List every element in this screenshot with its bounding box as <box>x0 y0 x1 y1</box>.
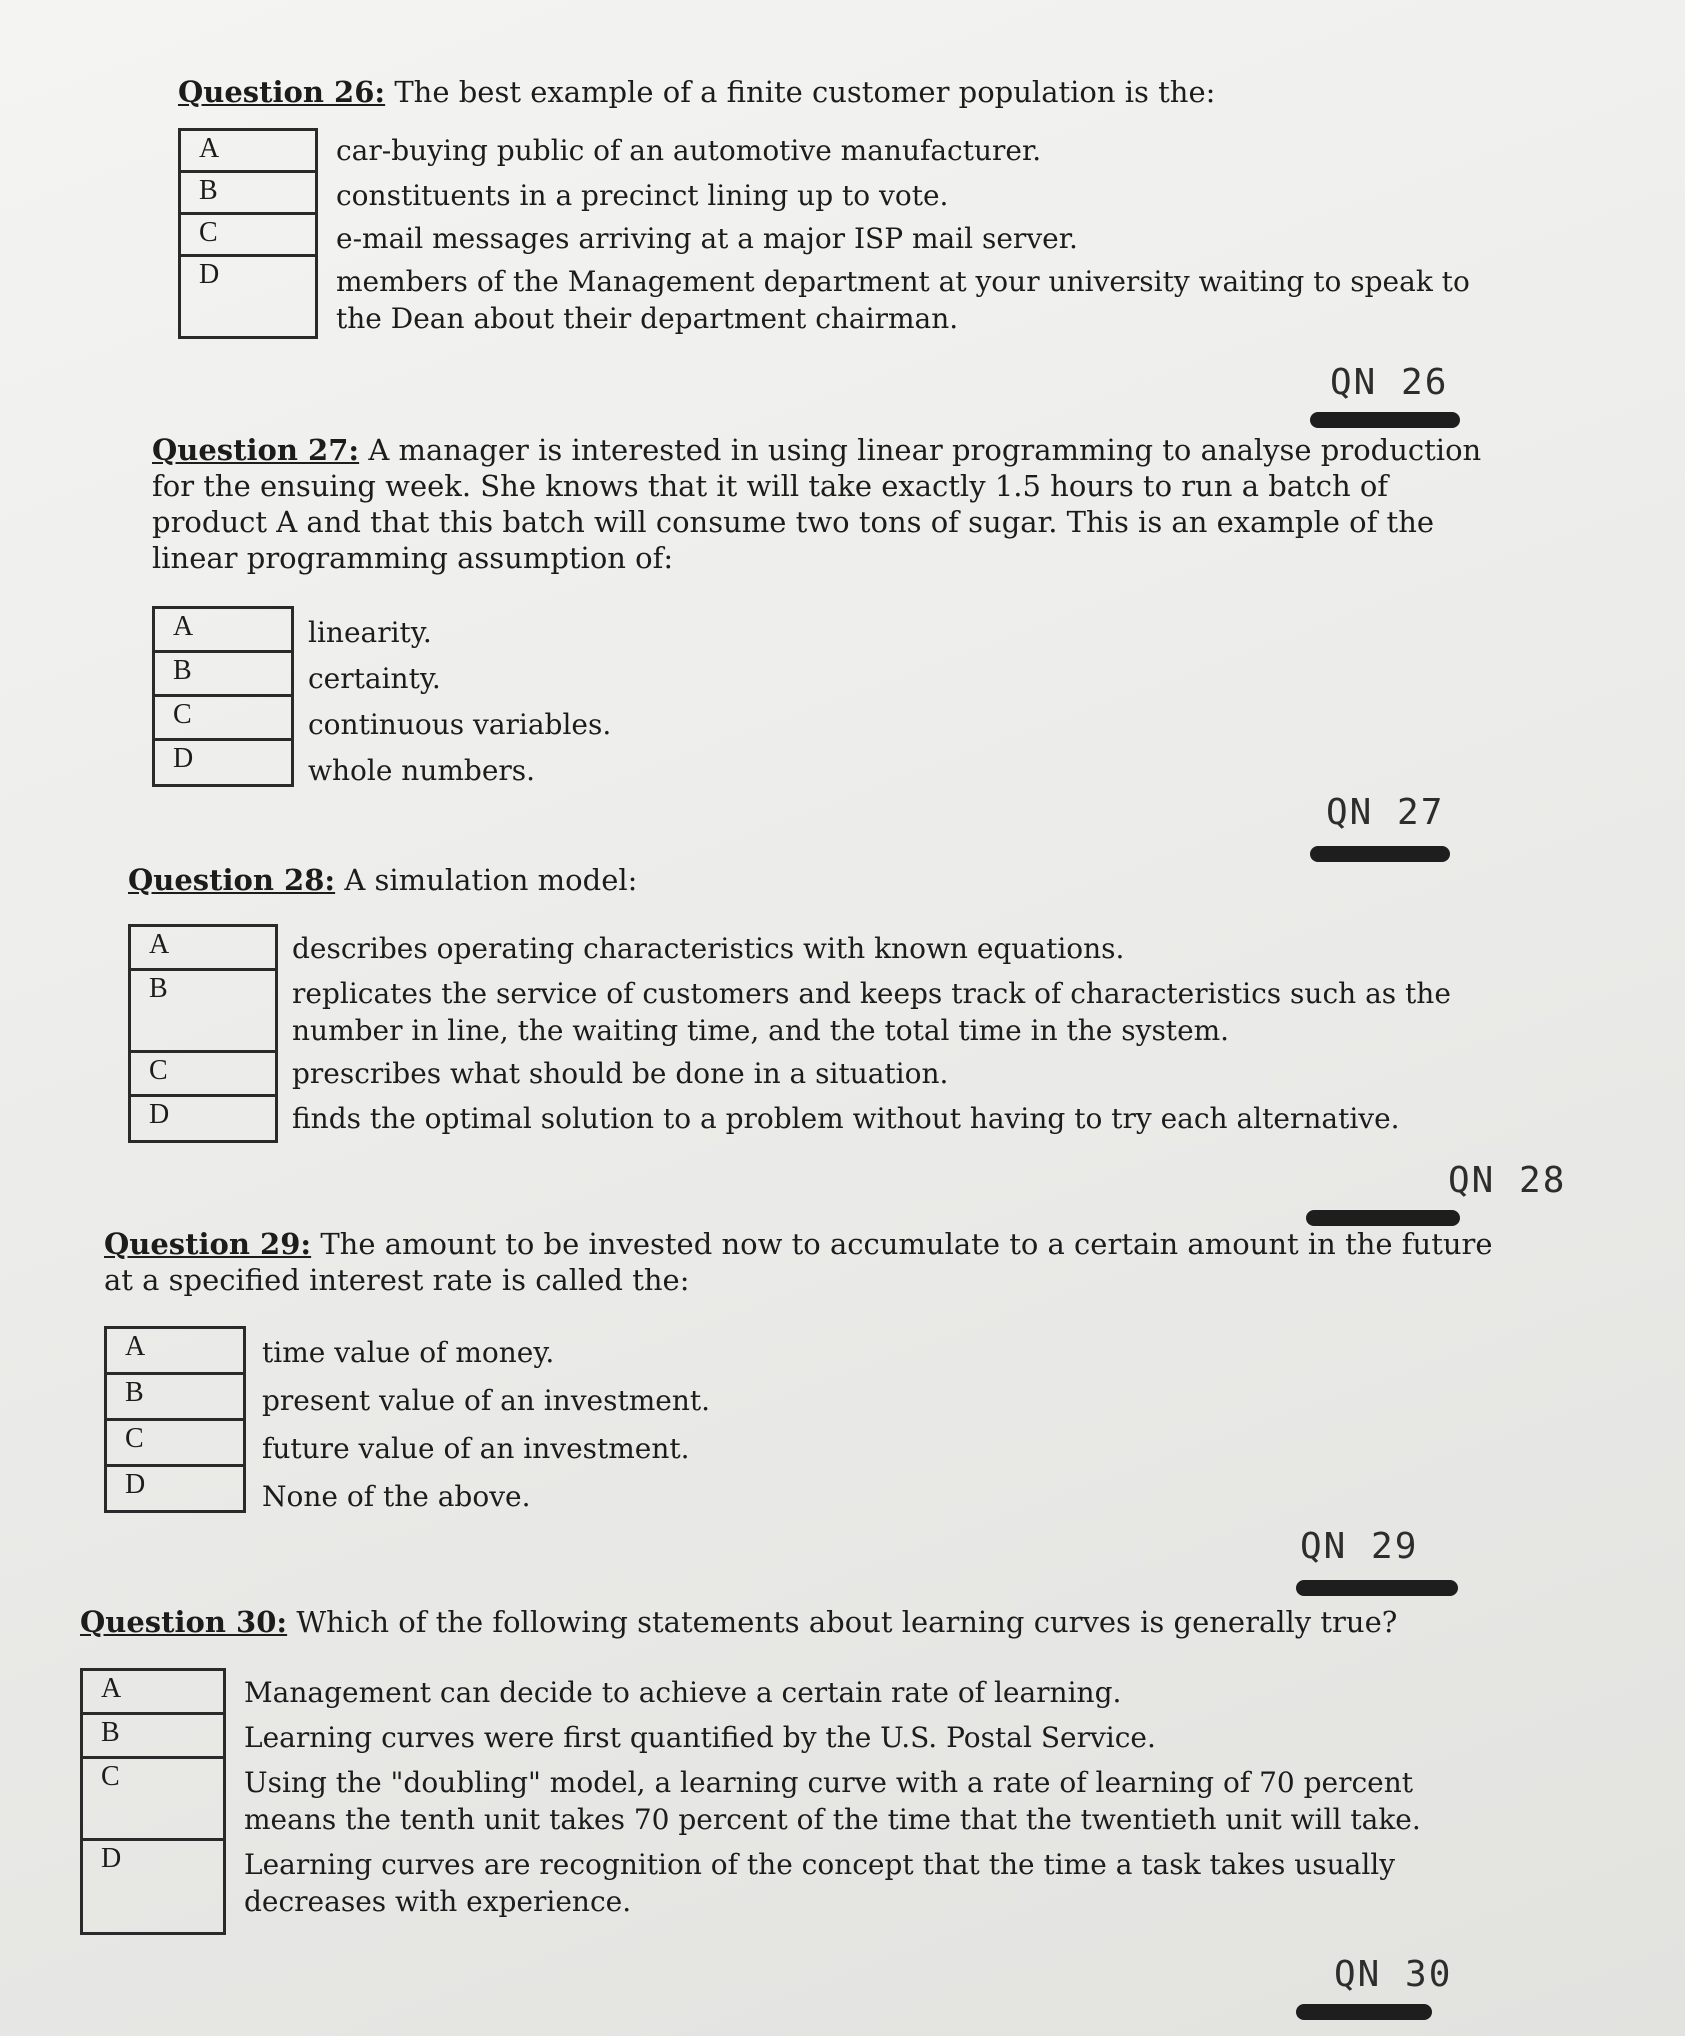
question-label: Question 26: <box>178 75 386 109</box>
option-text-d: members of the Management department at your university waiting to speak to <box>336 265 1470 298</box>
option-text-d: Learning curves are recognition of the concept that the time a task takes usually <box>244 1848 1396 1881</box>
option-text-a: describes operating characteristics with known equations. <box>292 932 1125 965</box>
option-texts <box>262 1326 710 1515</box>
option-text-c: continuous variables. <box>308 708 612 741</box>
handwritten-note: QN 28 <box>1448 1160 1567 1201</box>
option-text-a: time value of money. <box>262 1336 555 1369</box>
option-letter-a: A <box>83 1671 223 1715</box>
question-label: Question 27: <box>152 433 360 467</box>
option-letter-b: B <box>107 1375 243 1421</box>
question-28 <box>128 862 1578 1135</box>
question-29 <box>104 1226 1554 1513</box>
option-text-d: whole numbers. <box>308 754 536 787</box>
question-26 <box>178 74 1628 335</box>
option-letter-box <box>152 606 294 787</box>
question-title <box>128 862 1578 898</box>
option-text-c: e-mail messages arriving at a major ISP mail server. <box>336 222 1078 255</box>
question-text: The amount to be invested now to accumulate to a certain amount in the future at a specified interest rate is called the: <box>104 1227 1493 1297</box>
option-text-d: finds the optimal solution to a problem without having to try each alternative. <box>292 1102 1400 1135</box>
option-letter-c: C <box>155 697 291 741</box>
option-letter-a: A <box>155 609 291 653</box>
question-title <box>152 432 1492 576</box>
option-text-c: Using the "doubling" model, a learning curve with a rate of learning of 70 percent <box>244 1766 1414 1799</box>
option-letter-box <box>104 1326 246 1513</box>
option-text-b: certainty. <box>308 662 441 695</box>
option-letter-d: D <box>131 1097 275 1143</box>
option-letter-box <box>178 128 318 339</box>
option-text-d-cont: decreases with experience. <box>244 1885 632 1918</box>
option-letter-a: A <box>131 927 275 971</box>
option-text-b-cont: number in line, the waiting time, and the total time in the system. <box>292 1014 1230 1047</box>
option-text-b: present value of an investment. <box>262 1384 711 1417</box>
option-letter-b: B <box>155 653 291 697</box>
handwritten-note: QN 30 <box>1334 1954 1453 1995</box>
question-30 <box>80 1604 1530 1918</box>
option-letter-b: B <box>131 971 275 1053</box>
question-title <box>104 1226 1524 1298</box>
option-text-c: prescribes what should be done in a situation. <box>292 1057 949 1090</box>
option-letter-b: B <box>181 173 315 215</box>
question-text: A manager is interested in using linear programming to analyse production for the ensuing week. She knows that it will take exactly 1.5 hours to run a batch of product A and that this batch will consume two tons of sugar. This is an example of the linear programming assumption of: <box>152 433 1482 575</box>
option-texts <box>244 1668 1421 1920</box>
scribble-mark <box>1306 1210 1460 1226</box>
option-text-d-cont: the Dean about their department chairman. <box>336 302 959 335</box>
option-letter-b: B <box>83 1715 223 1759</box>
question-label: Question 30: <box>80 1605 288 1639</box>
option-text-b: Learning curves were first quantified by the U.S. Postal Service. <box>244 1721 1156 1754</box>
option-letter-a: A <box>181 131 315 173</box>
option-letter-c: C <box>107 1421 243 1467</box>
option-text-a: linearity. <box>308 616 432 649</box>
option-letter-d: D <box>107 1467 243 1513</box>
question-label: Question 28: <box>128 863 336 897</box>
option-text-c: future value of an investment. <box>262 1432 690 1465</box>
scribble-mark <box>1296 2004 1432 2020</box>
option-letter-d: D <box>181 257 315 339</box>
handwritten-note: QN 29 <box>1300 1526 1419 1567</box>
scribble-mark <box>1310 412 1460 428</box>
option-letter-c: C <box>181 215 315 257</box>
scribble-mark <box>1296 1580 1458 1596</box>
handwritten-note: QN 27 <box>1326 792 1445 833</box>
question-text: Which of the following statements about learning curves is generally true? <box>287 1605 1398 1639</box>
question-text: A simulation model: <box>335 863 638 897</box>
option-texts <box>336 128 1470 337</box>
option-text-b: constituents in a precinct lining up to vote. <box>336 179 949 212</box>
option-letter-box <box>80 1668 226 1935</box>
option-letter-d: D <box>155 741 291 787</box>
scribble-mark <box>1310 846 1450 862</box>
option-texts <box>292 924 1451 1137</box>
option-letter-c: C <box>131 1053 275 1097</box>
option-letter-d: D <box>83 1841 223 1935</box>
question-title <box>178 74 1628 110</box>
question-title <box>80 1604 1530 1640</box>
option-text-b: replicates the service of customers and keeps track of characteristics such as the <box>292 977 1451 1010</box>
option-text-a: car-buying public of an automotive manufacturer. <box>336 134 1042 167</box>
option-letter-c: C <box>83 1759 223 1841</box>
option-text-d: None of the above. <box>262 1480 531 1513</box>
option-texts <box>308 606 611 789</box>
question-text: The best example of a finite customer population is the: <box>385 75 1216 109</box>
option-letter-a: A <box>107 1329 243 1375</box>
handwritten-note: QN 26 <box>1330 362 1449 403</box>
option-letter-box <box>128 924 278 1143</box>
question-label: Question 29: <box>104 1227 312 1261</box>
question-27 <box>152 432 1602 787</box>
option-text-c-cont: means the tenth unit takes 70 percent of the time that the twentieth unit will take. <box>244 1803 1421 1836</box>
option-text-a: Management can decide to achieve a certain rate of learning. <box>244 1676 1122 1709</box>
